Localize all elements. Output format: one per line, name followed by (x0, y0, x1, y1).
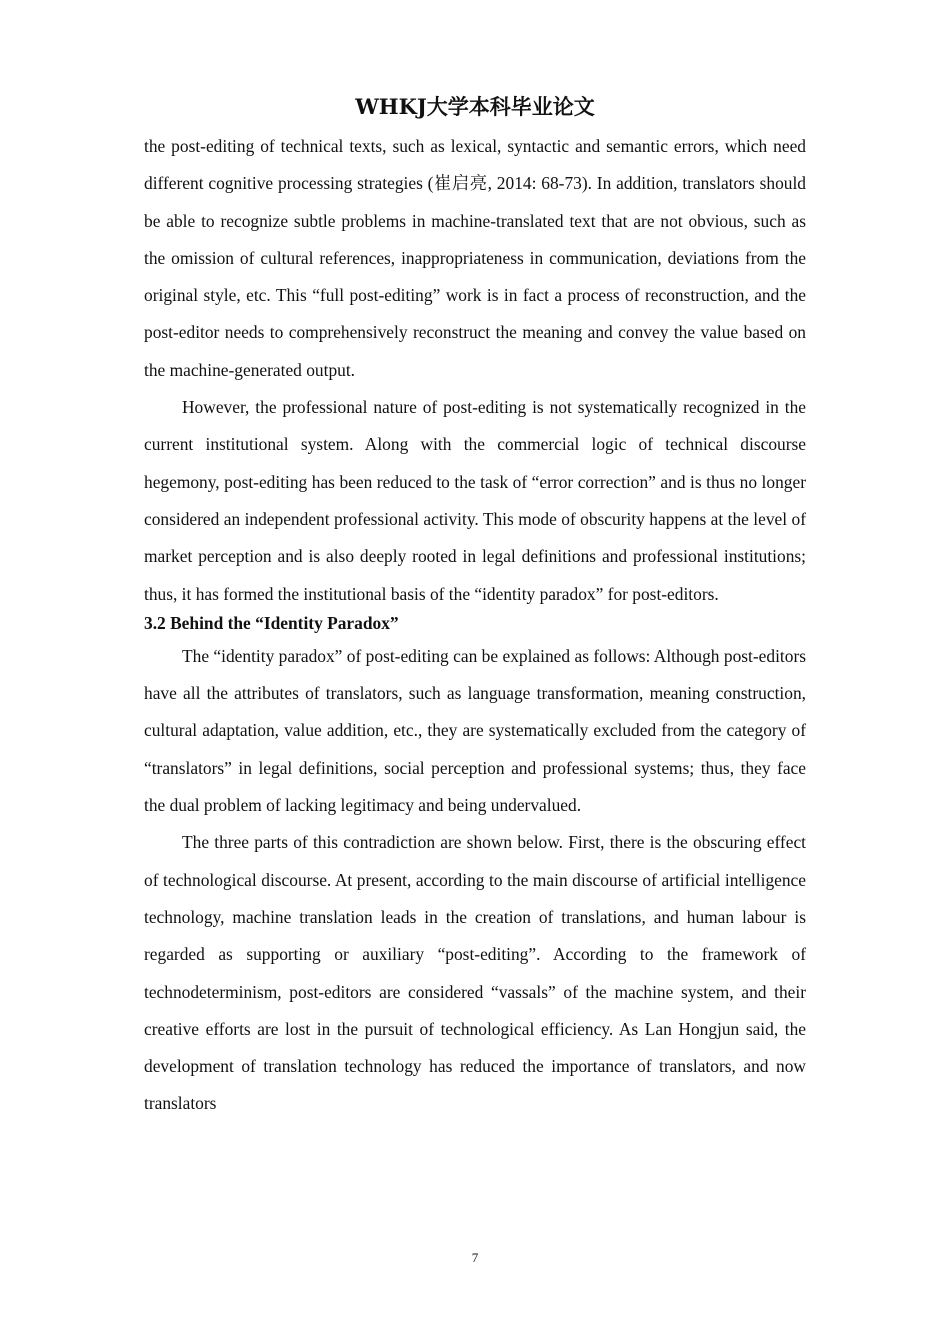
page-header: WHKJ大学本科毕业论文 (355, 94, 595, 119)
page-body (144, 128, 806, 1123)
section-heading: 3.2 Behind the “Identity Paradox” (144, 612, 399, 633)
paragraph: The three parts of this contradiction are shown below. First, there is the obscuring effect of technological discourse. At present, according to the main discourse of artificial intelligence technology, machine translation leads in the creation of translations, and human labour is regarded as supporting or auxiliary “post-editing”. According to the framework of technodeterminism, post-editors are considered “vassals” of the machine system, and their creative efforts are lost in the pursuit of technological efficiency. As Lan Hongjun said, the development of translation technology has reduced the importance of translators, and now translators (144, 832, 806, 1114)
paragraph-continued: the post-editing of technical texts, such as lexical, syntactic and semantic errors, which need different cognitive processing strategies (崔启亮, 2014: 68-73). In addition, translators should be able to recognize subtle problems in machine-translated text that are not obvious, such as the omission of cultural references, inappropriateness in communication, deviations from the original style, etc. This “full post-editing” work is in fact a process of reconstruction, and the post-editor needs to comprehensively reconstruct the meaning and convey the value based on the machine-generated output. (144, 136, 806, 380)
paragraph: The “identity paradox” of post-editing can be explained as follows: Although post-editors have all the attributes of translators, such as language transformation, meaning construction, cultural adaptation, value addition, etc., they are systematically excluded from the category of “translators” in legal definitions, social perception and professional systems; thus, they face the dual problem of lacking legitimacy and being undervalued. (144, 645, 806, 816)
page-number: 7 (471, 1250, 479, 1265)
paragraph: However, the professional nature of post-editing is not systematically recognized in the current institutional system. Along with the commercial logic of technical discourse hegemony, post-editing has been reduced to the task of “error correction” and is thus no longer considered an independent professional activity. This mode of obscurity happens at the level of market perception and is also deeply rooted in legal definitions and professional institutions; thus, it has formed the institutional basis of the “identity paradox” for post-editors. (144, 397, 806, 604)
